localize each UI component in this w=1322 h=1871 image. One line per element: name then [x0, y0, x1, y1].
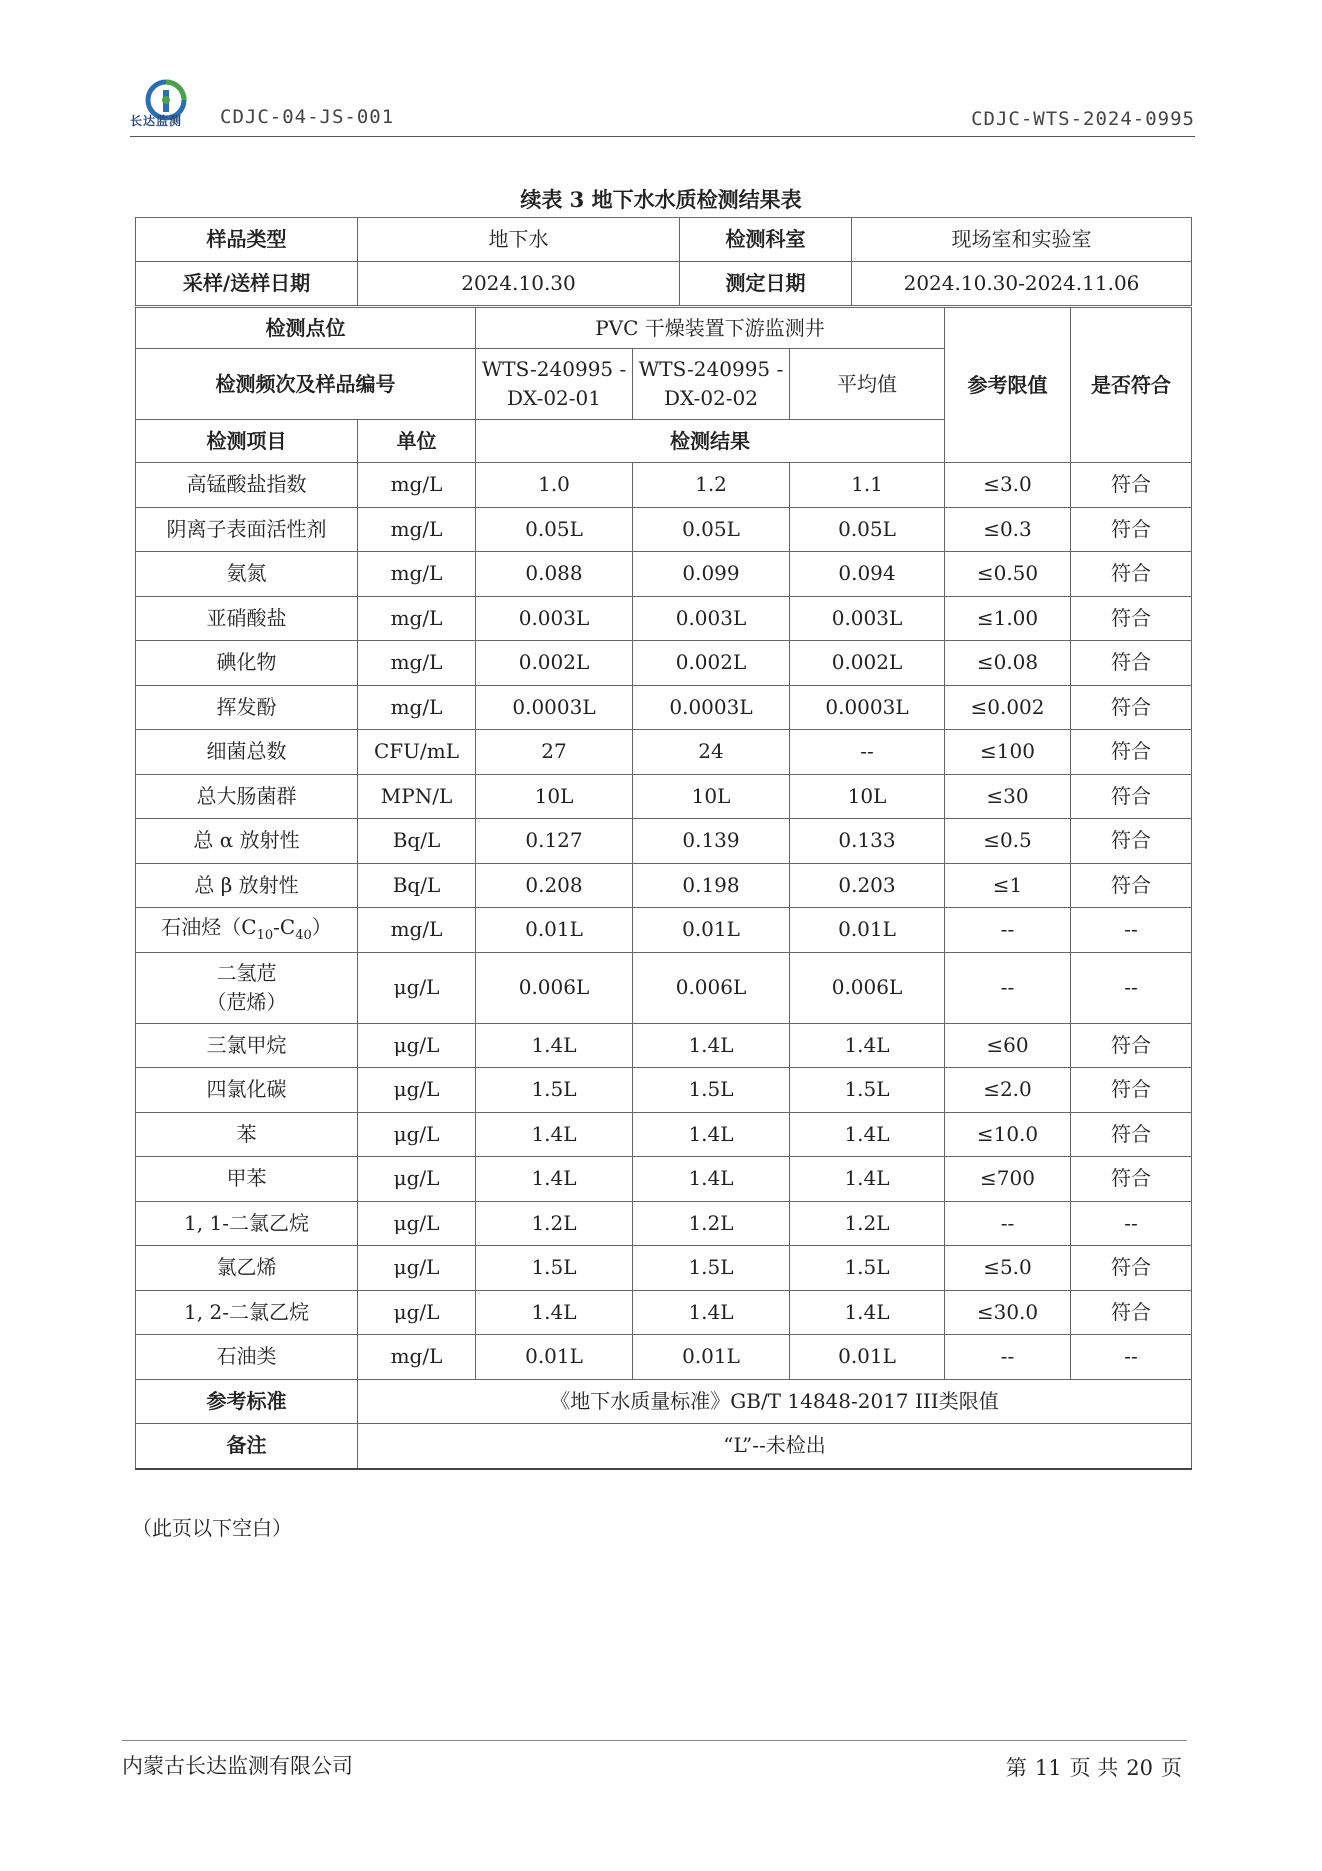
limit-cell: ≤10.0 [945, 1112, 1071, 1157]
conform-cell: 符合 [1071, 819, 1192, 864]
table-row [136, 1335, 1192, 1380]
limit-cell: ≤30 [945, 774, 1071, 819]
item-text: -C [273, 915, 296, 940]
ref-standard-row [136, 1379, 1192, 1424]
item-line: 二氢苊 [216, 960, 277, 985]
limit-cell: ≤30.0 [945, 1290, 1071, 1335]
avg-cell: 0.003L [790, 596, 945, 641]
item-line: （苊烯） [206, 989, 287, 1014]
value-cell: 0.01L [633, 1335, 790, 1380]
table-row [136, 507, 1192, 552]
unit-cell: μg/L [358, 1246, 476, 1291]
subscript: 40 [295, 928, 312, 944]
ref-standard-label: 参考标准 [136, 1379, 358, 1424]
table-row [136, 641, 1192, 686]
avg-cell: 1.4L [790, 1112, 945, 1157]
table-title: 续表 3 地下水水质检测结果表 [520, 187, 802, 212]
item-cell: 甲苯 [136, 1157, 358, 1202]
avg-cell: 0.094 [790, 552, 945, 597]
limit-cell: ≤0.08 [945, 641, 1071, 686]
limit-cell: -- [945, 1335, 1071, 1380]
value-cell: 1.2L [476, 1201, 633, 1246]
unit-cell: mg/L [358, 1335, 476, 1380]
avg-cell: 0.0003L [790, 685, 945, 730]
sample-type-value: 地下水 [358, 218, 680, 262]
value-cell: 1.2 [633, 463, 790, 508]
unit-cell: μg/L [358, 1290, 476, 1335]
limit-cell: ≤3.0 [945, 463, 1071, 508]
conform-cell: 符合 [1071, 1112, 1192, 1157]
value-cell: 0.0003L [633, 685, 790, 730]
limit-cell: ≤700 [945, 1157, 1071, 1202]
table-row [136, 463, 1192, 508]
conform-cell: 符合 [1071, 730, 1192, 775]
sample-type-label: 样品类型 [136, 218, 358, 262]
unit-cell: μg/L [358, 1068, 476, 1113]
value-cell: 10L [633, 774, 790, 819]
avg-cell: 1.2L [790, 1201, 945, 1246]
conform-cell: 符合 [1071, 1290, 1192, 1335]
conform-cell: 符合 [1071, 685, 1192, 730]
info-table [135, 217, 1192, 306]
value-cell: 1.4L [476, 1112, 633, 1157]
item-cell [136, 908, 358, 953]
value-cell: 1.4L [476, 1290, 633, 1335]
conform-cell: 符合 [1071, 1157, 1192, 1202]
item-cell: 阴离子表面活性剂 [136, 507, 358, 552]
header-row-point [136, 308, 1192, 349]
footer-rule [122, 1740, 1187, 1741]
results-table [135, 307, 1192, 1470]
value-cell: 1.4L [633, 1023, 790, 1068]
remark-value: “L”--未检出 [358, 1424, 1192, 1469]
limit-cell: ≤1.00 [945, 596, 1071, 641]
table-row [136, 596, 1192, 641]
value-cell: 1.4L [633, 1157, 790, 1202]
page-number [1006, 1752, 1182, 1782]
limit-cell: -- [945, 908, 1071, 953]
point-label: 检测点位 [136, 308, 476, 349]
item-cell: 总 β 放射性 [136, 863, 358, 908]
page-mid: 页 共 [1069, 1756, 1119, 1780]
unit-cell: μg/L [358, 1157, 476, 1202]
item-cell: 高锰酸盐指数 [136, 463, 358, 508]
avg-cell: 0.203 [790, 863, 945, 908]
avg-cell: 0.05L [790, 507, 945, 552]
value-cell: 0.0003L [476, 685, 633, 730]
avg-cell: 1.5L [790, 1246, 945, 1291]
conform-cell: 符合 [1071, 774, 1192, 819]
unit-cell: μg/L [358, 1112, 476, 1157]
value-cell: 1.5L [476, 1246, 633, 1291]
value-cell: 0.01L [633, 908, 790, 953]
blank-page-note: （此页以下空白） [132, 1516, 292, 1540]
table-row [136, 1157, 1192, 1202]
ref-limit-header: 参考限值 [945, 308, 1071, 463]
unit-cell: μg/L [358, 1023, 476, 1068]
unit-cell: mg/L [358, 596, 476, 641]
item-cell: 亚硝酸盐 [136, 596, 358, 641]
conform-cell: 符合 [1071, 1023, 1192, 1068]
item-cell: 氯乙烯 [136, 1246, 358, 1291]
avg-cell: 0.133 [790, 819, 945, 864]
avg-cell: 0.01L [790, 908, 945, 953]
avg-cell: 1.4L [790, 1290, 945, 1335]
value-cell: 0.002L [476, 641, 633, 686]
value-cell: 0.01L [476, 1335, 633, 1380]
conform-cell: 符合 [1071, 596, 1192, 641]
unit-cell: mg/L [358, 641, 476, 686]
conform-cell: -- [1071, 908, 1192, 953]
avg-cell: 0.006L [790, 952, 945, 1023]
item-cell: 四氯化碳 [136, 1068, 358, 1113]
table-row [136, 1023, 1192, 1068]
conform-header: 是否符合 [1071, 308, 1192, 463]
conform-cell: -- [1071, 1335, 1192, 1380]
lab-label: 检测科室 [680, 218, 852, 262]
limit-cell: -- [945, 1201, 1071, 1246]
item-cell: 细菌总数 [136, 730, 358, 775]
item-cell: 挥发酚 [136, 685, 358, 730]
sample-id-1: WTS-240995 -DX-02-01 [476, 349, 633, 420]
value-cell: 27 [476, 730, 633, 775]
test-date-label: 测定日期 [680, 262, 852, 306]
ref-standard-value: 《地下水质量标准》GB/T 14848-2017 III类限值 [358, 1379, 1192, 1424]
page-header [130, 62, 1195, 138]
sampling-date-label: 采样/送样日期 [136, 262, 358, 306]
table-row [136, 1068, 1192, 1113]
logo-text: 长达监测 [130, 114, 183, 128]
value-cell: 0.127 [476, 819, 633, 864]
page-suffix: 页 [1161, 1756, 1182, 1780]
conform-cell: 符合 [1071, 463, 1192, 508]
table-row [136, 730, 1192, 775]
subscript: 10 [256, 928, 274, 944]
limit-cell: ≤0.3 [945, 507, 1071, 552]
value-cell: 1.5L [633, 1068, 790, 1113]
unit-cell: mg/L [358, 552, 476, 597]
limit-cell: ≤5.0 [945, 1246, 1071, 1291]
value-cell: 0.198 [633, 863, 790, 908]
unit-cell: Bq/L [358, 819, 476, 864]
conform-cell: 符合 [1071, 1068, 1192, 1113]
header-rule [130, 136, 1195, 137]
table-row [136, 552, 1192, 597]
value-cell: 1.4L [476, 1023, 633, 1068]
unit-cell: Bq/L [358, 863, 476, 908]
item-cell: 三氯甲烷 [136, 1023, 358, 1068]
avg-cell: -- [790, 730, 945, 775]
avg-cell: 10L [790, 774, 945, 819]
unit-cell: mg/L [358, 507, 476, 552]
value-cell: 1.2L [633, 1201, 790, 1246]
table-row [136, 1246, 1192, 1291]
doc-code-right: CDJC-WTS-2024-0995 [971, 108, 1195, 130]
remark-row [136, 1424, 1192, 1469]
conform-cell: 符合 [1071, 507, 1192, 552]
result-header: 检测结果 [476, 420, 945, 463]
info-row [136, 218, 1192, 262]
unit-cell: CFU/mL [358, 730, 476, 775]
item-cell: 碘化物 [136, 641, 358, 686]
avg-header: 平均值 [790, 349, 945, 420]
lab-value: 现场室和实验室 [852, 218, 1192, 262]
item-header: 检测项目 [136, 420, 358, 463]
conform-cell: -- [1071, 1201, 1192, 1246]
value-cell: 0.05L [476, 507, 633, 552]
limit-cell: ≤1 [945, 863, 1071, 908]
test-date-value: 2024.10.30-2024.11.06 [852, 262, 1192, 306]
value-cell: 1.0 [476, 463, 633, 508]
table-row [136, 685, 1192, 730]
value-cell: 0.01L [476, 908, 633, 953]
value-cell: 0.006L [476, 952, 633, 1023]
page-prefix: 第 [1005, 1756, 1027, 1780]
item-cell: 氨氮 [136, 552, 358, 597]
limit-cell: ≤0.50 [945, 552, 1071, 597]
sample-id-2: WTS-240995 -DX-02-02 [633, 349, 790, 420]
avg-cell: 0.002L [790, 641, 945, 686]
value-cell: 1.4L [476, 1157, 633, 1202]
table-row [136, 1112, 1192, 1157]
unit-cell: μg/L [358, 1201, 476, 1246]
table-row [136, 863, 1192, 908]
value-cell: 1.4L [633, 1112, 790, 1157]
limit-cell: ≤100 [945, 730, 1071, 775]
conform-cell: 符合 [1071, 552, 1192, 597]
limit-cell: ≤0.002 [945, 685, 1071, 730]
value-cell: 0.139 [633, 819, 790, 864]
unit-cell: MPN/L [358, 774, 476, 819]
avg-cell: 1.4L [790, 1023, 945, 1068]
unit-header: 单位 [358, 420, 476, 463]
freq-label: 检测频次及样品编号 [136, 349, 476, 420]
value-cell: 0.05L [633, 507, 790, 552]
value-cell: 0.208 [476, 863, 633, 908]
limit-cell: ≤2.0 [945, 1068, 1071, 1113]
value-cell: 0.003L [476, 596, 633, 641]
value-cell: 0.006L [633, 952, 790, 1023]
doc-code-left: CDJC-04-JS-001 [220, 106, 395, 128]
point-value: PVC 干燥装置下游监测井 [476, 308, 945, 349]
page-total: 20 [1126, 1756, 1153, 1780]
value-cell: 0.003L [633, 596, 790, 641]
avg-cell: 0.01L [790, 1335, 945, 1380]
item-cell: 石油类 [136, 1335, 358, 1380]
table-row [136, 774, 1192, 819]
remark-label: 备注 [136, 1424, 358, 1469]
avg-cell: 1.4L [790, 1157, 945, 1202]
unit-cell: mg/L [358, 685, 476, 730]
item-cell: 1, 2-二氯乙烷 [136, 1290, 358, 1335]
avg-cell: 1.5L [790, 1068, 945, 1113]
page-num: 11 [1034, 1756, 1062, 1780]
table-row [136, 1290, 1192, 1335]
info-row [136, 262, 1192, 306]
unit-cell: μg/L [358, 952, 476, 1023]
value-cell: 0.088 [476, 552, 633, 597]
footer-company: 内蒙古长达监测有限公司 [122, 1754, 353, 1778]
conform-cell: 符合 [1071, 641, 1192, 686]
table-row [136, 952, 1192, 1023]
value-cell: 0.099 [633, 552, 790, 597]
avg-cell: 1.1 [790, 463, 945, 508]
conform-cell: 符合 [1071, 863, 1192, 908]
limit-cell: ≤0.5 [945, 819, 1071, 864]
table-row [136, 908, 1192, 953]
limit-cell: ≤60 [945, 1023, 1071, 1068]
sampling-date-value: 2024.10.30 [358, 262, 680, 306]
item-cell: 1, 1-二氯乙烷 [136, 1201, 358, 1246]
unit-cell: mg/L [358, 463, 476, 508]
item-cell: 总大肠菌群 [136, 774, 358, 819]
item-text: 石油烃（C [161, 915, 257, 940]
item-cell [136, 952, 358, 1023]
item-cell: 总 α 放射性 [136, 819, 358, 864]
value-cell: 1.5L [633, 1246, 790, 1291]
limit-cell: -- [945, 952, 1071, 1023]
value-cell: 10L [476, 774, 633, 819]
conform-cell: 符合 [1071, 1246, 1192, 1291]
value-cell: 0.002L [633, 641, 790, 686]
item-text: ） [311, 915, 332, 940]
value-cell: 24 [633, 730, 790, 775]
value-cell: 1.5L [476, 1068, 633, 1113]
conform-cell: -- [1071, 952, 1192, 1023]
item-cell: 苯 [136, 1112, 358, 1157]
table-row [136, 819, 1192, 864]
unit-cell: mg/L [358, 908, 476, 953]
value-cell: 1.4L [633, 1290, 790, 1335]
table-row [136, 1201, 1192, 1246]
